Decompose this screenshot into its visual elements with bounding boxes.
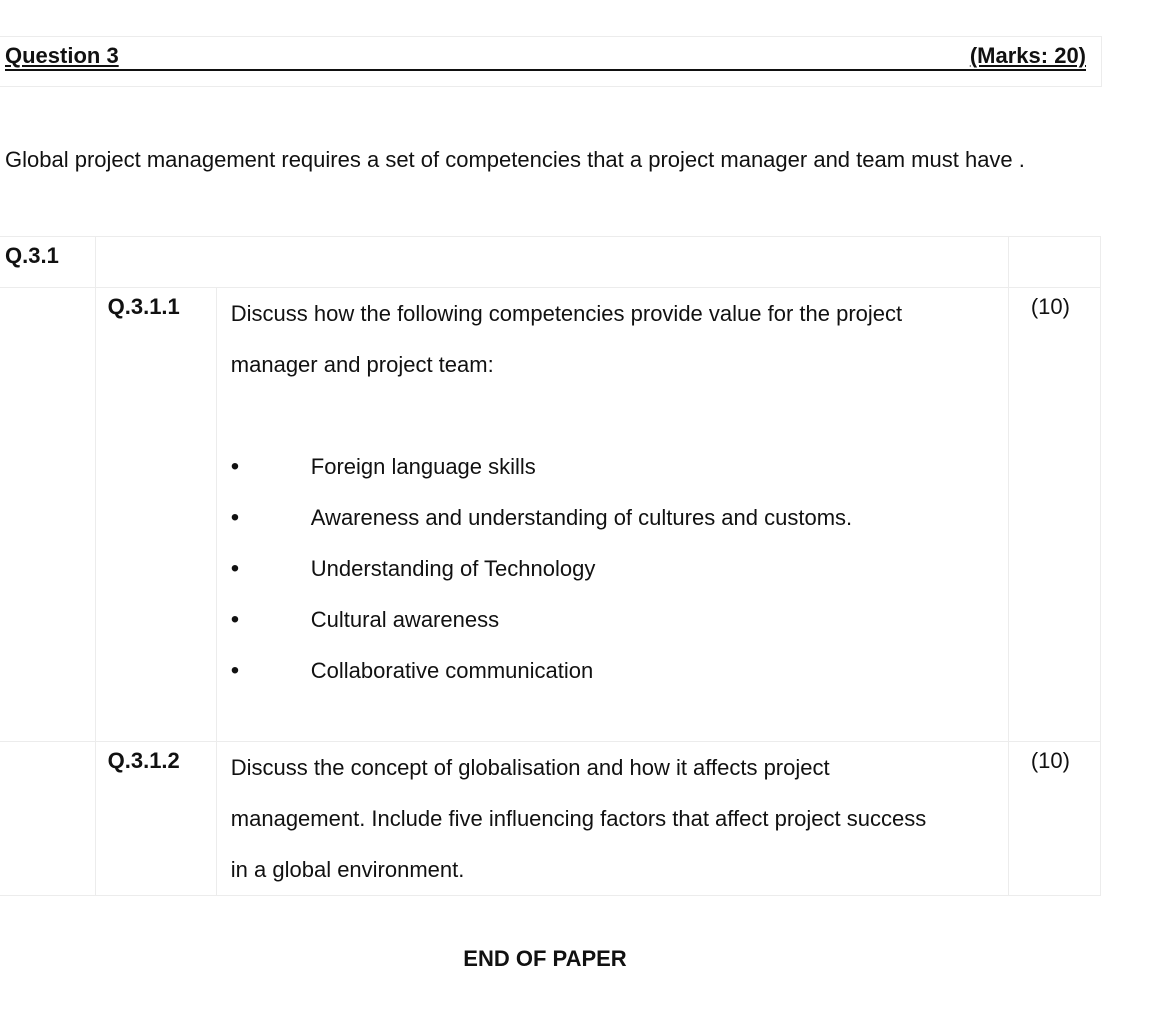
subquestion-body [216,288,1008,742]
question-header [0,36,1102,87]
list-item: • Cultural awareness [231,594,1008,645]
divider [0,86,1101,87]
question-title: Question 3 [5,43,119,68]
subquestion-marks: (10) [1008,288,1100,742]
intro-paragraph: Global project management requires a set of competencies that a project manager and team must have . [5,147,1025,172]
list-item: • Awareness and understanding of cultures and customs. [231,492,1008,543]
table-row [0,288,1101,742]
question-label: Q.3.1 [0,237,95,288]
question-table [0,236,1101,896]
subquestion-marks: (10) [1008,742,1100,896]
table-row [0,237,1101,288]
list-item: • Foreign language skills [231,441,1008,492]
question-marks: (Marks: 20) [969,43,1086,68]
subquestion-label: Q.3.1.2 [95,742,216,896]
subquestion-text: Discuss how the following competencies provide value for the project manager and project team: [230,301,903,377]
subquestion-label: Q.3.1.1 [95,288,216,742]
list-item: • Understanding of Technology [231,543,1008,594]
competency-list [231,441,1008,696]
table-row [0,742,1101,896]
subquestion-text: Discuss the concept of globalisation and how it affects project management. Include five influencing factors that affect project success in a global environment. [216,742,1008,896]
end-of-paper: END OF PAPER [463,946,627,971]
list-item: • Collaborative communication [231,645,1008,696]
